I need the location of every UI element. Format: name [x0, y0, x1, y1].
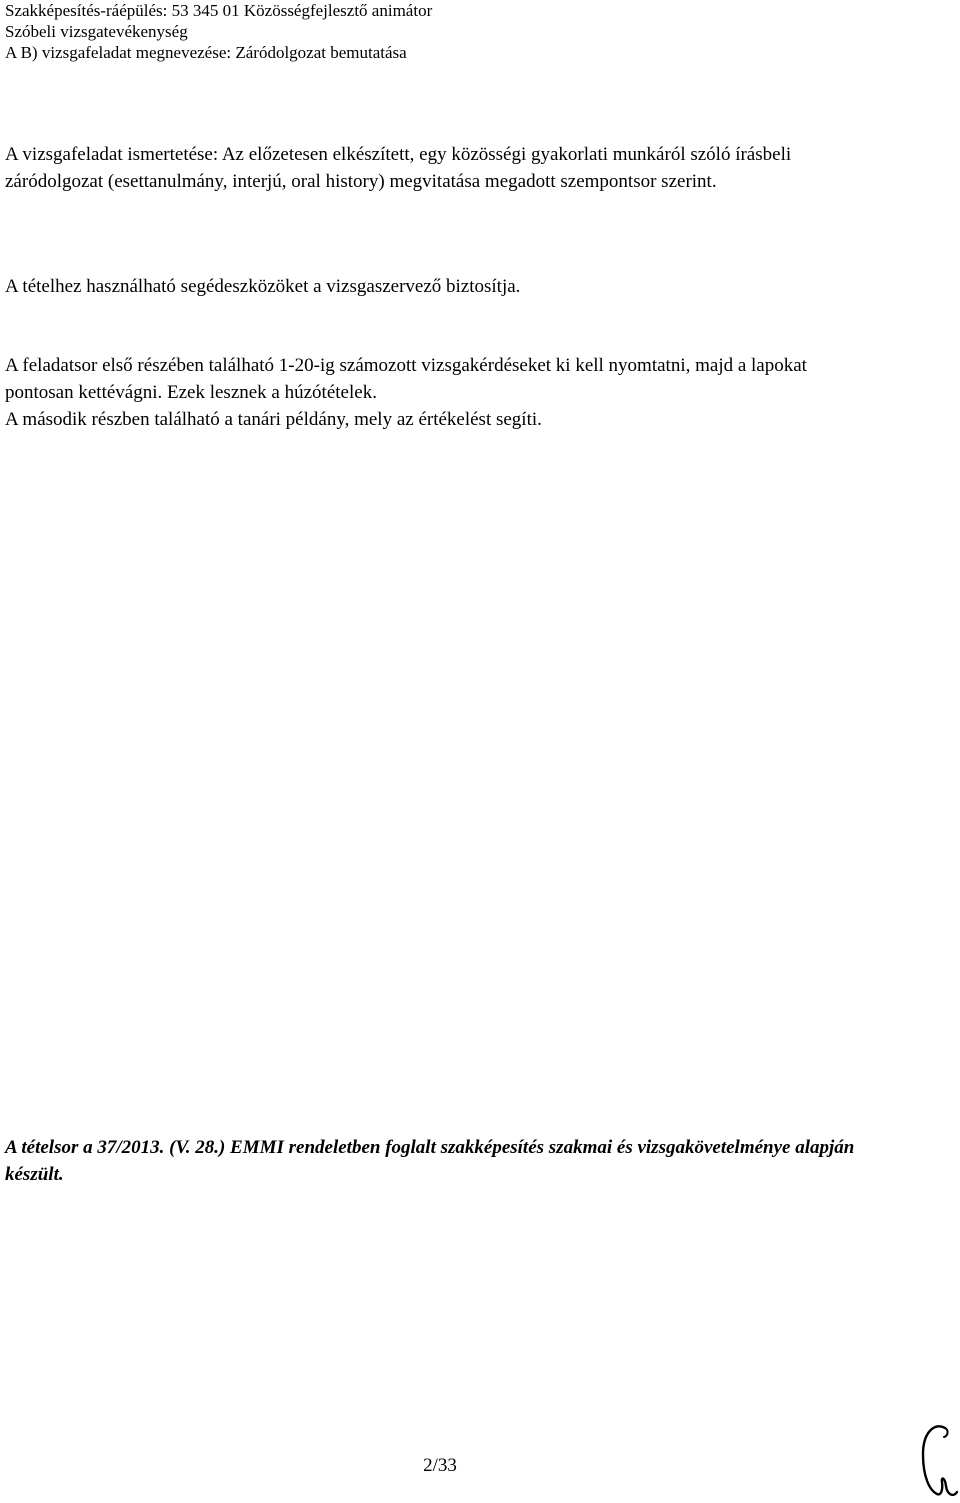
tools-paragraph: A tételhez használható segédeszközöket a vizsgaszervező biztosítja.	[5, 276, 521, 297]
header-qualification: Szakképesítés-ráépülés: 53 345 01 Közösségfejlesztő animátor	[5, 1, 433, 20]
legal-note: A tételsor a 37/2013. (V. 28.) EMMI rendeletben foglalt szakképesítés szakmai és vizsgakövetelménye alapján készült.	[5, 1137, 855, 1185]
task-description-paragraph: A vizsgafeladat ismertetése: Az előzetesen elkészített, egy közösségi gyakorlati munkáról szóló írásbeli záródolgozat (esettanulmány, interjú, oral history) megvitatása megadott szempontsor szerint.	[5, 144, 792, 192]
signature-icon	[915, 1420, 960, 1500]
page-number: 2/33	[423, 1455, 457, 1476]
page-header	[5, 0, 945, 63]
teacher-copy-paragraph: A második részben található a tanári példány, mely az értékelést segíti.	[5, 409, 542, 430]
header-exam-activity: Szóbeli vizsgatevékenység	[5, 22, 188, 41]
header-task-name: A B) vizsgafeladat megnevezése: Záródolgozat bemutatása	[5, 43, 407, 62]
print-instructions-paragraph: A feladatsor első részében található 1-20-ig számozott vizsgakérdéseket ki kell nyomtatni, majd a lapokat pontosan kettévágni. Ezek lesznek a húzótételek.	[5, 355, 807, 403]
